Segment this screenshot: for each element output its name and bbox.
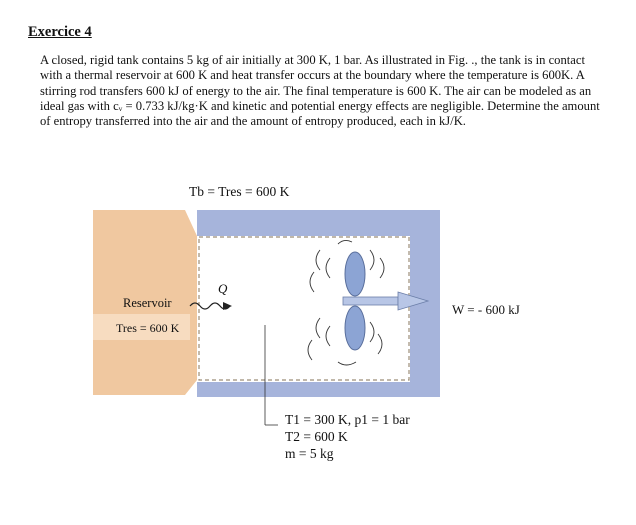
exercise-title: Exercice 4 <box>28 24 92 40</box>
tank-interior <box>197 236 410 382</box>
state-line-2: T2 = 600 K <box>285 429 348 444</box>
state-info <box>285 411 410 462</box>
paddle-blade-top <box>345 252 365 296</box>
problem-statement: A closed, rigid tank contains 5 kg of air initially at 300 K, 1 bar. As illustrated in Fig. ., the tank is in contact with a thermal reservoir at 600 K and heat transfer occurs at the boundary where the temperature is 600K. A stirring rod transfers 600 kJ of energy to the air. The final temperature is 600 K. The air can be modeled as an ideal gas with cᵥ = 0.733 kJ/kg·K and kinetic and potential energy effects are negligible. Determine the amount of entropy transferred into the air and the amount of entropy produced, each in kJ/K. <box>40 53 600 129</box>
state-line-1: T1 = 300 K, p1 = 1 bar <box>285 412 410 427</box>
boundary-temp-label: Tb = Tres = 600 K <box>189 184 290 199</box>
paddle-shaft <box>343 297 398 305</box>
work-label: W = - 600 kJ <box>452 302 520 317</box>
reservoir-label: Reservoir <box>123 296 172 310</box>
state-line-3: m = 5 kg <box>285 446 334 461</box>
reservoir-temp-label: Tres = 600 K <box>116 321 180 335</box>
heat-label: Q <box>218 281 228 296</box>
paddle-blade-bottom <box>345 306 365 350</box>
